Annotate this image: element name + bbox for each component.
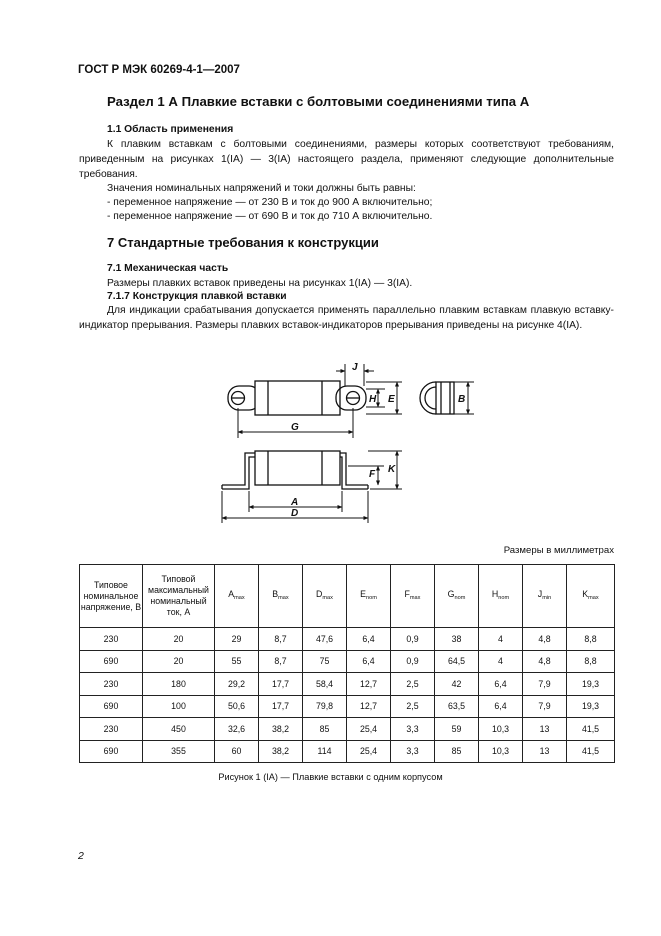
table-cell: 4 <box>479 628 523 651</box>
header-subscript: max <box>409 594 421 601</box>
table-cell: 8,8 <box>567 628 615 651</box>
table-cell: 29 <box>215 628 259 651</box>
header-subscript: max <box>322 594 333 601</box>
table-cell: 10,3 <box>479 718 523 741</box>
table-cell: 17,7 <box>259 695 303 718</box>
paragraph-7-1: Размеры плавких вставок приведены на рисунках 1(IA) — 3(IA). <box>107 278 413 289</box>
table-cell: 85 <box>303 718 347 741</box>
table-cell: 13 <box>523 740 567 763</box>
table-header-cell <box>215 565 259 628</box>
document-header: ГОСТ Р МЭК 60269-4-1—2007 <box>78 64 240 76</box>
table-cell: 4 <box>479 650 523 673</box>
table-cell: 3,3 <box>391 740 435 763</box>
table-cell: 32,6 <box>215 718 259 741</box>
table-cell: 13 <box>523 718 567 741</box>
label-f: F <box>369 469 376 480</box>
table-cell: 12,7 <box>347 673 391 696</box>
table-header-cell <box>435 565 479 628</box>
header-label: B <box>272 588 279 599</box>
table-row <box>80 718 615 741</box>
table-cell: 12,7 <box>347 695 391 718</box>
table-cell: 450 <box>143 718 215 741</box>
units-note: Размеры в миллиметрах <box>503 545 614 556</box>
table-header-cell <box>479 565 523 628</box>
header-label: E <box>360 588 366 599</box>
table-cell: 63,5 <box>435 695 479 718</box>
dimensions-table <box>79 564 615 763</box>
table-cell: 8,7 <box>259 628 303 651</box>
label-j: J <box>352 362 358 373</box>
header-label: D <box>316 588 323 599</box>
header-subscript: min <box>542 594 552 601</box>
table-cell: 4,8 <box>523 650 567 673</box>
table-cell: 59 <box>435 718 479 741</box>
header-label: K <box>582 588 589 599</box>
table-cell: 29,2 <box>215 673 259 696</box>
table-cell: 8,8 <box>567 650 615 673</box>
header-subscript: max <box>278 594 289 601</box>
label-d: D <box>291 508 299 519</box>
table-cell: 58,4 <box>303 673 347 696</box>
table-cell: 20 <box>143 628 215 651</box>
table-header-cell <box>80 565 143 628</box>
header-subscript: nom <box>498 594 510 601</box>
label-k: K <box>388 464 396 475</box>
label-g: G <box>291 422 299 433</box>
header-label: Типовой максимальный номинальный ток, А <box>148 574 209 617</box>
table-cell: 79,8 <box>303 695 347 718</box>
table-cell: 355 <box>143 740 215 763</box>
table-cell: 3,3 <box>391 718 435 741</box>
table-cell: 0,9 <box>391 650 435 673</box>
table-row <box>80 650 615 673</box>
table-cell: 19,3 <box>567 673 615 696</box>
heading-7-1: 7.1 Механическая часть <box>107 263 229 274</box>
table-header-cell <box>259 565 303 628</box>
header-label: Типовое номинальное напряжение, В <box>80 579 142 612</box>
table-cell: 230 <box>80 628 143 651</box>
table-cell: 690 <box>80 650 143 673</box>
table-cell: 25,4 <box>347 718 391 741</box>
table-cell: 230 <box>80 718 143 741</box>
table-cell: 50,6 <box>215 695 259 718</box>
paragraph-7-1-7: Для индикации срабатывания допускается применять параллельно плавким вставкам плавкую вставку-индикатор прерывания. Размеры плавких вставок-индикаторов прерывания приведены на рисунке 4(IA). <box>79 305 614 331</box>
list-item-230: - переменное напряжение — от 230 В и ток до 900 А включительно; <box>107 197 433 208</box>
table-cell: 4,8 <box>523 628 567 651</box>
label-e: E <box>388 394 395 405</box>
label-a: A <box>291 497 299 508</box>
label-b: B <box>458 394 466 405</box>
table-header-cell <box>567 565 615 628</box>
page-number: 2 <box>78 850 84 862</box>
table-cell: 6,4 <box>347 650 391 673</box>
table-cell: 41,5 <box>567 718 615 741</box>
heading-7-1-7: 7.1.7 Конструкция плавкой вставки <box>107 291 287 302</box>
table-cell: 114 <box>303 740 347 763</box>
table-cell: 7,9 <box>523 695 567 718</box>
table-cell: 20 <box>143 650 215 673</box>
table-cell: 690 <box>80 695 143 718</box>
table-cell: 38,2 <box>259 740 303 763</box>
top-view <box>228 381 366 415</box>
table-cell: 180 <box>143 673 215 696</box>
header-label: J <box>537 588 543 599</box>
table-cell: 38,2 <box>259 718 303 741</box>
table-cell: 55 <box>215 650 259 673</box>
table-cell: 85 <box>435 740 479 763</box>
table-row <box>80 695 615 718</box>
table-cell: 6,4 <box>347 628 391 651</box>
table-header-cell <box>523 565 567 628</box>
list-item-690: - переменное напряжение — от 690 В и ток до 710 А включительно. <box>107 211 433 222</box>
table-header-cell <box>347 565 391 628</box>
side-view <box>222 451 368 489</box>
paragraph-1-1: К плавким вставкам с болтовыми соединениями, размеры которых соответствуют требованиям, приведенным на рисунках 1(IA) — 3(IA) настоящего раздела, применяют следующие дополнительные требования. <box>79 139 614 180</box>
table-cell: 8,7 <box>259 650 303 673</box>
table-cell: 230 <box>80 673 143 696</box>
table-row <box>80 740 615 763</box>
header-subscript: max <box>234 594 245 601</box>
table-cell: 64,5 <box>435 650 479 673</box>
table-header-row <box>80 565 615 628</box>
header-subscript: nom <box>454 594 466 601</box>
table-cell: 17,7 <box>259 673 303 696</box>
table-cell: 19,3 <box>567 695 615 718</box>
table-cell: 2,5 <box>391 673 435 696</box>
table-row <box>80 673 615 696</box>
table-cell: 690 <box>80 740 143 763</box>
header-label: H <box>491 588 499 599</box>
header-subscript: max <box>588 594 599 601</box>
table-cell: 0,9 <box>391 628 435 651</box>
section-title: Раздел 1 А Плавкие вставки с болтовыми соединениями типа А <box>107 94 530 109</box>
table-row <box>80 628 615 651</box>
table-cell: 42 <box>435 673 479 696</box>
table-header-cell <box>143 565 215 628</box>
heading-7: 7 Стандартные требования к конструкции <box>107 235 379 250</box>
end-view <box>420 382 454 414</box>
header-label: G <box>447 588 455 599</box>
table-cell: 100 <box>143 695 215 718</box>
table-header-cell <box>391 565 435 628</box>
paragraph-values: Значения номинальных напряжений и токи должны быть равны: <box>107 183 416 194</box>
table-cell: 75 <box>303 650 347 673</box>
table-cell: 41,5 <box>567 740 615 763</box>
table-cell: 47,6 <box>303 628 347 651</box>
table-cell: 6,4 <box>479 673 523 696</box>
figure-caption: Рисунок 1 (IA) — Плавкие вставки с одним корпусом <box>218 772 443 782</box>
header-subscript: nom <box>365 594 377 601</box>
table-header-cell <box>303 565 347 628</box>
header-label: A <box>228 588 235 599</box>
table-cell: 10,3 <box>479 740 523 763</box>
table-cell: 6,4 <box>479 695 523 718</box>
label-h: H <box>369 394 377 405</box>
header-label: F <box>404 588 410 599</box>
table-cell: 25,4 <box>347 740 391 763</box>
table-cell: 2,5 <box>391 695 435 718</box>
heading-1-1: 1.1 Область применения <box>107 124 234 135</box>
table-cell: 7,9 <box>523 673 567 696</box>
table-cell: 60 <box>215 740 259 763</box>
table-cell: 38 <box>435 628 479 651</box>
